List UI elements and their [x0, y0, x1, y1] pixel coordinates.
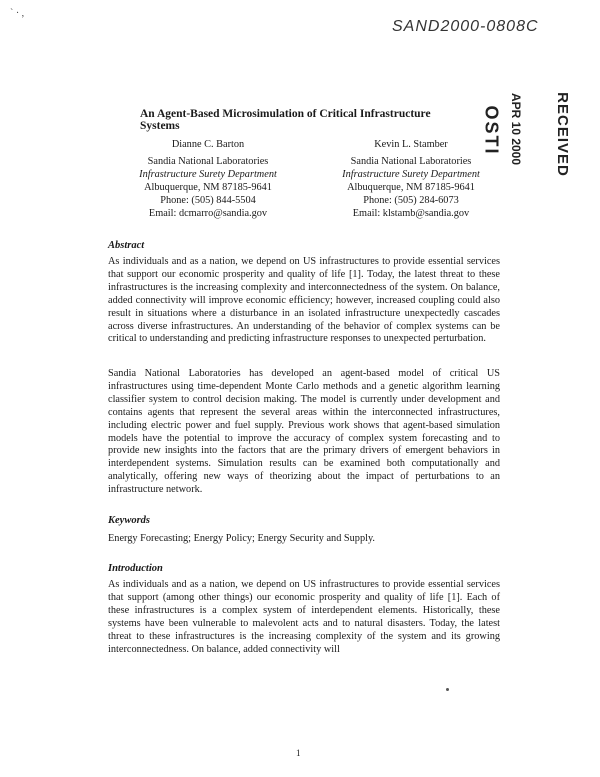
author-name: Kevin L. Stamber: [374, 139, 448, 150]
introduction-heading: Introduction: [108, 563, 163, 574]
author-email: Email: klstamb@sandia.gov: [352, 208, 470, 219]
scan-marks: ` · ,: [10, 8, 25, 19]
author-phone: Phone: (505) 284-6073: [363, 195, 459, 206]
stamp-osti: OSTI: [481, 105, 502, 156]
scan-speck: [446, 688, 449, 691]
author-org: Sandia National Laboratories: [350, 156, 472, 167]
author-block-1: [133, 138, 283, 220]
abstract-paragraph-2: Sandia National Laboratories has developed an agent-based model of critical US infrastructures using time-dependent Monte Carlo methods and a genetic algorithm learning classifier system to control decision making. The model is currently under development and contains agents that represent the several areas within the interconnected infrastructures, including electric power and fuel supply. Previous work shows that agent-based simulation models have the potential to improve the accuracy of complex system forecasting and to provide new insights into the factors that are the primary drivers of emergent behaviors in interdependent systems. Simulation results can be examined both computationally and analytically, offering new ways of theorizing about the impact of perturbations to an infrastructure network.: [108, 368, 500, 496]
received-stamp: [478, 80, 571, 180]
page-number: 1: [296, 748, 301, 758]
paper-title: An Agent-Based Microsimulation of Critical Infrastructure Systems: [140, 108, 431, 132]
abstract-heading: Abstract: [108, 240, 145, 251]
introduction-text: As individuals and as a nation, we depend on US infrastructures to provide essential services that support (among other things) our economic prosperity and quality of life [1]. Each of these infrastructures is a complex system of interdependent elements. Historically, these systems have been vulnerable to malevolent acts and to natural disasters. Today, the latest threat to these infrastructures is the increasing complexity of the system and its growing interconnectedness. On balance, added connectivity will: [108, 579, 500, 655]
author-dept: Infrastructure Surety Department: [342, 169, 480, 180]
author-block-2: [341, 138, 481, 220]
stamp-date: APR 10 2000: [509, 92, 524, 166]
abstract-paragraph-1: As individuals and as a nation, we depend on US infrastructures to provide essential services that support our economic prosperity and quality of life [1]. Today, the latest threat to these infrastructures is the increasing complexity and interconnectedness of the system. On balance, added connectivity will improve economic efficiency; however, increased coupling could also result in situations where a disturbance in an isolated infrastructure unexpectedly cascades across diverse infrastructures. An understanding of the behavior of complex systems can be critical to understanding and predicting infrastructure responses to unexpected perturbation.: [108, 256, 500, 345]
author-dept: Infrastructure Surety Department: [139, 169, 277, 180]
author-address: Albuquerque, NM 87185-9641: [347, 182, 475, 193]
author-address: Albuquerque, NM 87185-9641: [144, 182, 272, 193]
author-email: Email: dcmarro@sandia.gov: [148, 208, 268, 219]
author-org: Sandia National Laboratories: [147, 156, 269, 167]
author-name: Dianne C. Barton: [171, 139, 245, 150]
keywords-heading: Keywords: [108, 515, 150, 526]
author-phone: Phone: (505) 844-5504: [160, 195, 256, 206]
stamp-received: RECEIVED: [553, 92, 571, 177]
keywords-text: Energy Forecasting; Energy Policy; Energy Security and Supply.: [108, 533, 376, 544]
report-number: SAND2000-0808C: [392, 18, 539, 35]
